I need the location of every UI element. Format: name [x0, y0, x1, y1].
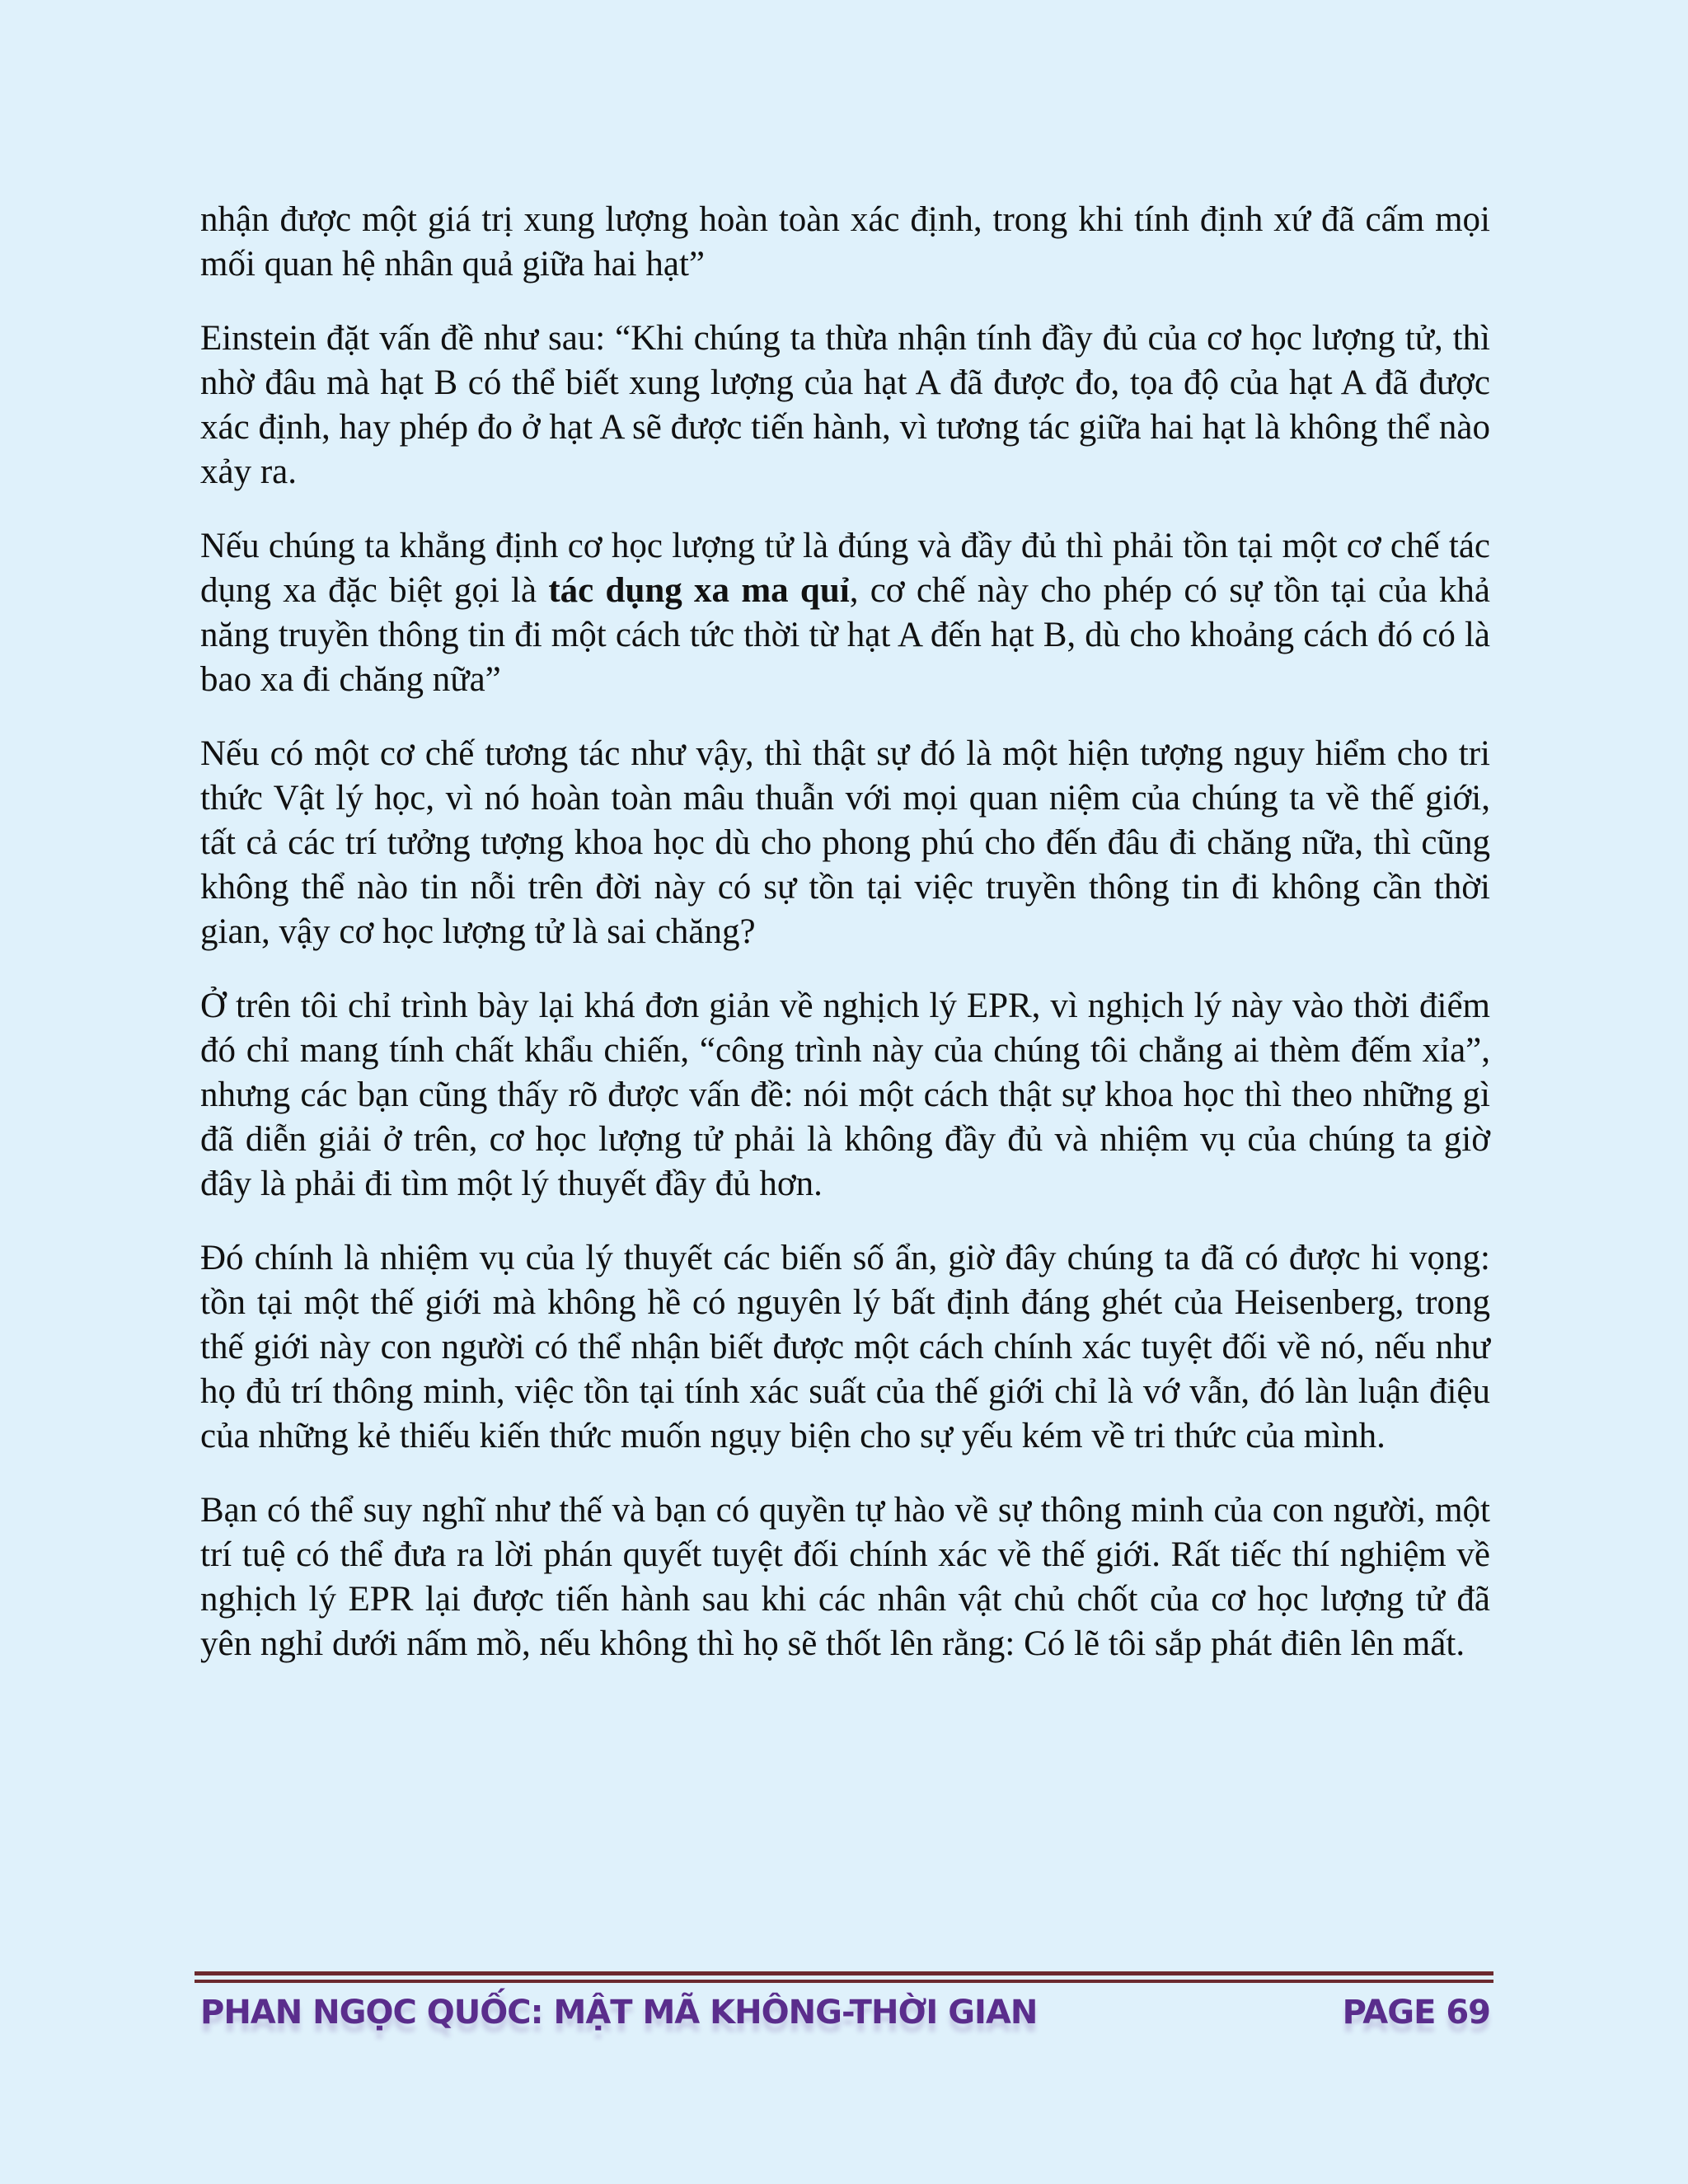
paragraph-3-text-before: Nếu chúng ta khẳng định cơ học lượng tử là đúng và đầy đủ thì phải tồn tại một cơ chế tác dụng xa đặc biệt gọi là	[200, 527, 1490, 610]
paragraph-6: Đó chính là nhiệm vụ của lý thuyết các biến số ẩn, giờ đây chúng ta đã có được hi vọng: tồn tại một thế giới mà không hề có nguyên lý bất định đáng ghét của Heisenberg, trong thế giới này con người có thể nhận biết được một cách chính xác tuyệt đối về nó, nếu như họ đủ trí thông minh, việc tồn tại tính xác suất của thế giới chỉ là vớ vẫn, đó làn luận điệu của những kẻ thiếu kiến thức muốn ngụy biện cho sự yếu kém về tri thức của mình.	[200, 1239, 1490, 1455]
paragraph-3	[200, 524, 1490, 702]
paragraph-2: Einstein đặt vấn đề như sau: “Khi chúng ta thừa nhận tính đầy đủ của cơ học lượng tử, thì nhờ đâu mà hạt B có thể biết xung lượng của hạt A đã được đo, tọa độ của hạt A đã được xác định, hay phép đo ở hạt A sẽ được tiến hành, vì tương tác giữa hai hạt là không thể nào xảy ra.	[200, 319, 1490, 491]
footer-divider-thick	[195, 1971, 1493, 1975]
footer-page-number: PAGE 69	[1342, 1994, 1490, 2032]
paragraph-7: Bạn có thể suy nghĩ như thế và bạn có quyền tự hào về sự thông minh của con người, một trí tuệ có thể đưa ra lời phán quyết tuyệt đối chính xác về thế giới. Rất tiếc thí nghiệm về nghịch lý EPR lại được tiến hành sau khi các nhân vật chủ chốt của cơ học lượng tử đã yên nghỉ dưới nấm mồ, nếu không thì họ sẽ thốt lên rằng: Có lẽ tôi sắp phát điên lên mất.	[200, 1491, 1490, 1663]
page-body	[200, 198, 1490, 1696]
footer-book-title: PHAN NGỌC QUỐC: MẬT MÃ KHÔNG-THỜI GIAN	[200, 1994, 1038, 2032]
paragraph-4: Nếu có một cơ chế tương tác như vậy, thì thật sự đó là một hiện tượng nguy hiểm cho tri thức Vật lý học, vì nó hoàn toàn mâu thuẫn với mọi quan niệm của chúng ta về thế giới, tất cả các trí tưởng tượng khoa học dù cho phong phú cho đến đâu đi chăng nữa, thì cũng không thể nào tin nỗi trên đời này có sự tồn tại việc truyền thông tin đi không cần thời gian, vậy cơ học lượng tử là sai chăng?	[200, 734, 1490, 951]
paragraph-5: Ở trên tôi chỉ trình bày lại khá đơn giản về nghịch lý EPR, vì nghịch lý này vào thời điểm đó chỉ mang tính chất khẩu chiến, “công trình này của chúng tôi chẳng ai thèm đếm xỉa”, nhưng các bạn cũng thấy rõ được vấn đề: nói một cách thật sự khoa học thì theo những gì đã diễn giải ở trên, cơ học lượng tử phải là không đầy đủ và nhiệm vụ của chúng ta giờ đây là phải đi tìm một lý thuyết đầy đủ hơn.	[200, 987, 1490, 1203]
page-footer	[200, 1988, 1490, 2037]
footer-divider-thin	[195, 1980, 1493, 1983]
paragraph-3-text-after: , cơ chế này cho phép có sự tồn tại của khả năng truyền thông tin đi một cách tức thời từ hạt A đến hạt B, dù cho khoảng cách đó có là bao xa đi chăng nữa”	[200, 571, 1491, 699]
paragraph-1: nhận được một giá trị xung lượng hoàn toàn xác định, trong khi tính định xứ đã cấm mọi mối quan hệ nhân quả giữa hai hạt”	[200, 200, 1490, 284]
paragraph-3-bold-term: tác dụng xa ma quỉ	[548, 571, 850, 610]
